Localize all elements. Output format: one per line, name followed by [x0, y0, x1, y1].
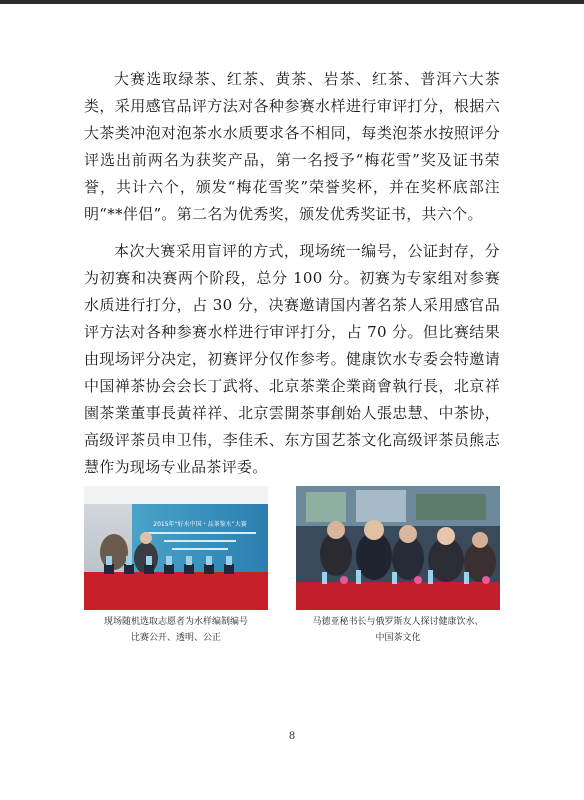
- caption-right-line2: 中国茶文化: [375, 633, 421, 643]
- caption-left-line1: 现场随机选取志愿者为水样编制编号: [103, 617, 248, 627]
- photo-volunteers-image: [84, 486, 268, 610]
- photo-discussion-image: [296, 486, 500, 610]
- caption-right-line1: 马德亚秘书长与俄罗斯友人探讨健康饮水、: [312, 617, 484, 627]
- page-number: 8: [288, 731, 296, 742]
- banner-title-text: 2015年“好水中国・品茶鉴水”大赛: [153, 521, 247, 528]
- document-body: [84, 66, 500, 491]
- photo-caption-right: [296, 614, 500, 646]
- paragraph-judging-process: 本次大赛采用盲评的方式，现场统一编号，公证封存，分为初赛和决赛两个阶段，总分 100 分。初赛为专家组对参赛水质进行打分，占 30 分，决赛邀请国内著名茶人采用感官品评方法对各种参赛水样进行审评打分，占 70 分。但比赛结果由现场评分决定，初赛评分仅作参考。健康饮水专委会特邀请中国禅茶协会会长丁武将、北京茶業企業商會執行長，北京祥園茶業董事長黃祥祥、北京雲開茶事創始人張忠慧、中茶协，高级评茶员申卫伟，李佳禾、东方国艺茶文化高级评茶员熊志慧作为现场专业品茶评委。: [84, 242, 500, 476]
- photo-caption-left: [84, 614, 268, 646]
- photo-secretary-general-discussion: [296, 486, 500, 610]
- caption-left-line2: 比赛公开、透明、公正: [130, 633, 221, 643]
- photo-section: [84, 486, 500, 643]
- photo-volunteers-numbering: [84, 486, 268, 610]
- paragraph-competition-rules: 大赛选取绿茶、红茶、黄茶、岩茶、红茶、普洱六大茶类，采用感官品评方法对各种参赛水样进行审评打分，根据六大茶类冲泡对泡茶水水质要求各不相同，每类泡茶水按照评分评选出前两名为获奖产品，第一名授予“梅花雪”奖及证书荣誉，共计六个，颁发“梅花雪奖”荣誉奖杯，并在奖杯底部注明“**伴侣”。第二名为优秀奖，颁发优秀奖证书，共六个。: [84, 70, 500, 223]
- top-border-rule: [0, 0, 584, 4]
